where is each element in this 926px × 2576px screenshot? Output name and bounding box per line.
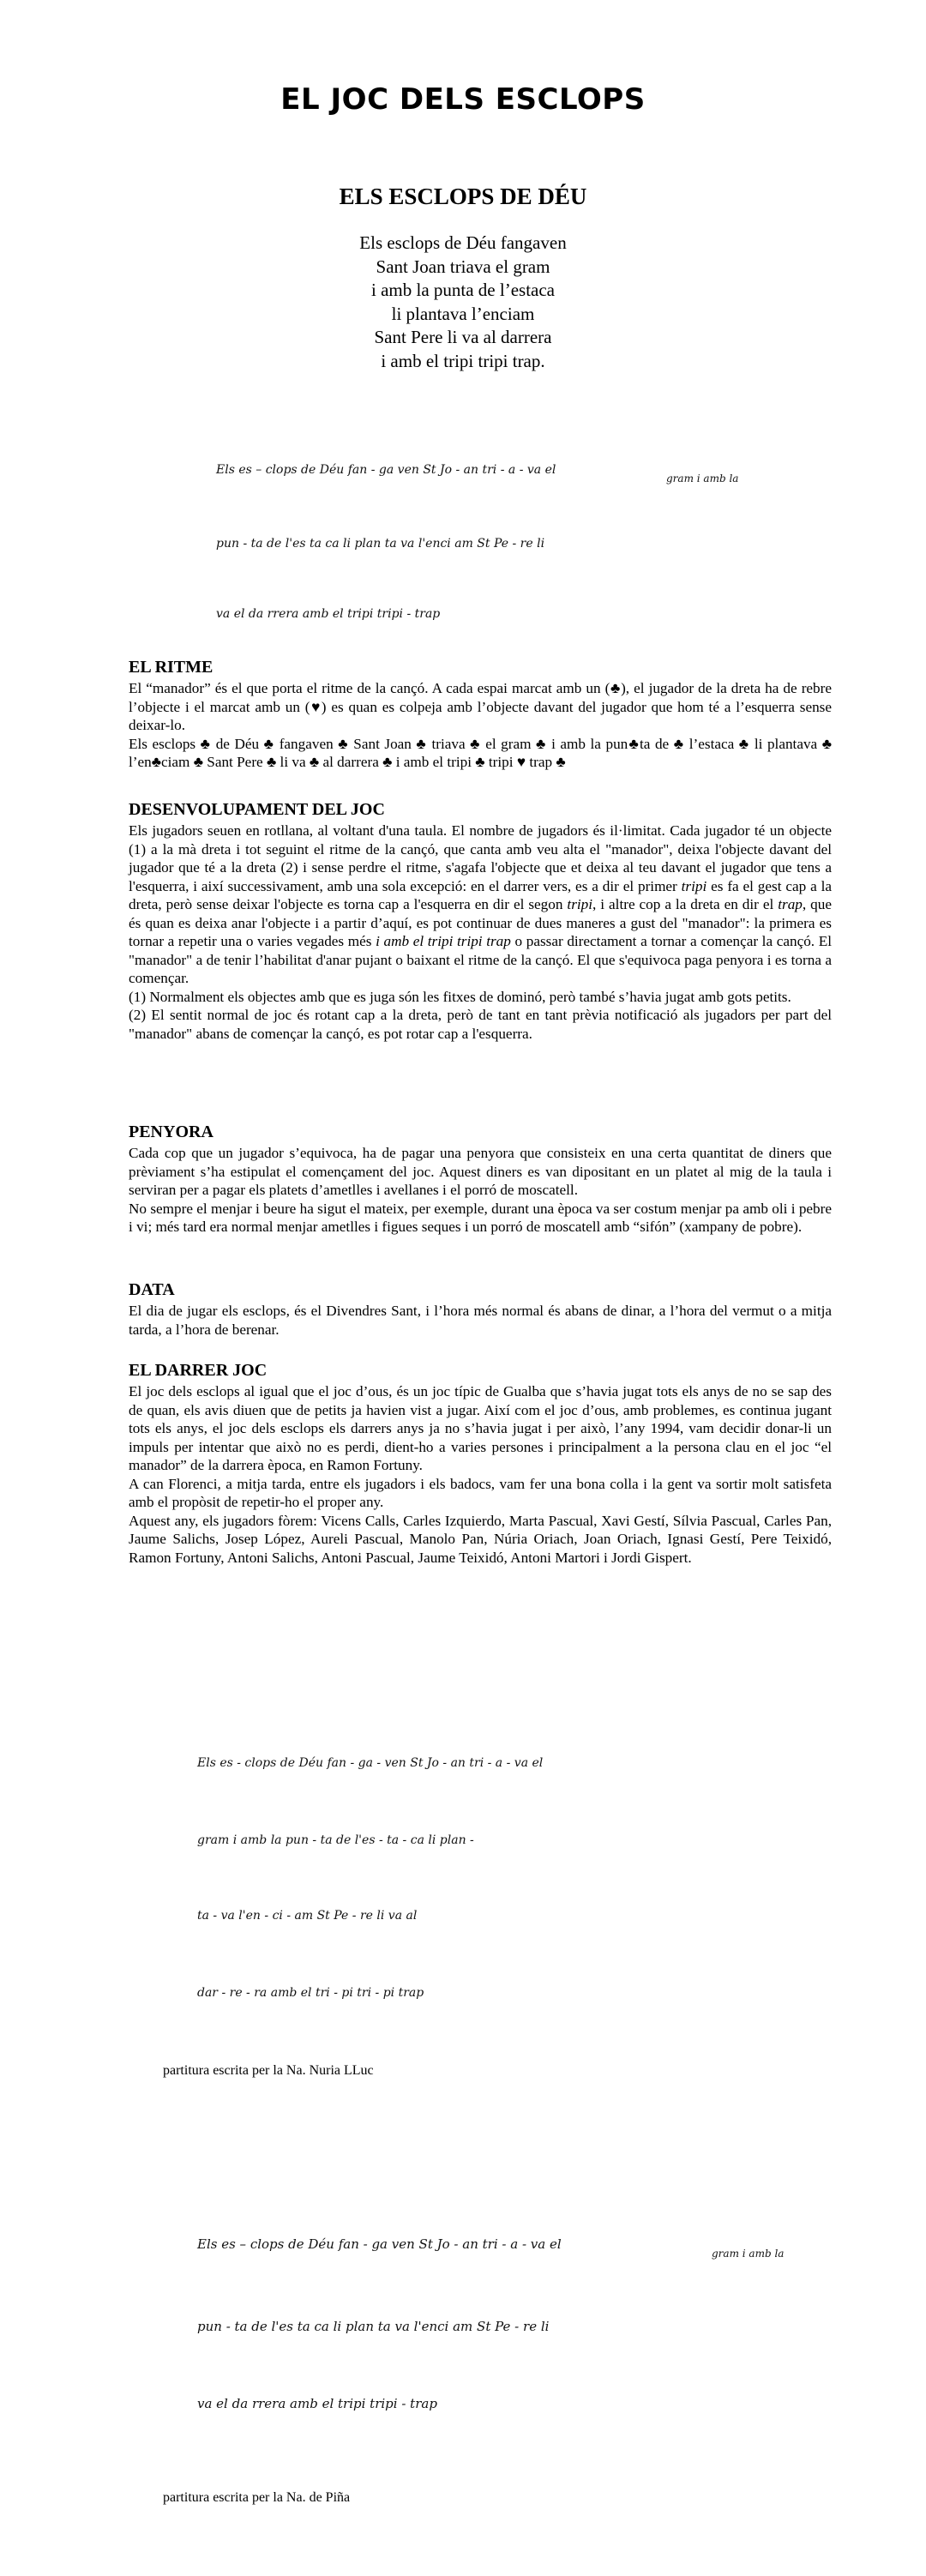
- section-data: [129, 1279, 832, 1339]
- section-heading: DATA: [129, 1280, 175, 1299]
- poem-line: li plantava l’enciam: [391, 303, 535, 324]
- score-lyric: dar - re - ra amb el tri - pi tri - pi trap: [197, 1986, 424, 2000]
- section-heading: DESENVOLUPAMENT DEL JOC: [129, 800, 385, 819]
- score-lyric: Els es - clops de Déu fan - ga - ven St Jo - an tri - a - va el: [197, 1756, 544, 1770]
- section-desenvolupament: [129, 799, 832, 1043]
- score-lyric: gram i amb la: [712, 2248, 785, 2260]
- footnote: (1) Normalment els objectes amb que es juga són les fitxes de dominó, però també s’havia jugat amb gots petits.: [129, 988, 791, 1005]
- poem-line: Sant Pere li va al darrera: [374, 327, 552, 347]
- paragraph: A can Florenci, a mitja tarda, entre els jugadors i els badocs, vam fer una bona colla i la gent va sortir molt satisfeta amb el propòsit de repetir-ho el proper any.: [129, 1475, 832, 1510]
- section-heading: EL DARRER JOC: [129, 1361, 268, 1380]
- score-lyric: va el da rrera amb el tripi tripi - trap: [197, 2396, 437, 2411]
- paragraph: Els jugadors seuen en rotllana, al voltant d'una taula. El nombre de jugadors és il·limitat. Cada jugador té un objecte (1) a la mà dreta i tot seguint el ritme de la cançó, que canta amb veu alta el "manador", deixa l'objecte davant del jugador que té a la dreta (2) i sense perdre el ritme, s'agafa l'objecte que et deixa al teu davant el jugador que tens a l'esquerra, i així successivament, amb una sola excepció: en el darrer vers, es a dir el primer tripi es fa el gest cap a la dreta, però sense deixar l'objecte es torna cap a l'esquerra en dir el segon tripi, i altre cop a la dreta en dir el trap, que és quan es deixa anar l'objecte i a partir d’aquí, es pot continuar de dues maneres a gust del "manador": la primera es tornar a repetir una o varies vegades més i amb el tripi tripi trap o passar directament a tornar a començar la cançó. El "manador" a de tenir l’habilitat d'anar pujant o baixant el ritme de la cançó. El que s'equivoca paga penyora i es torna a començar.: [129, 822, 832, 986]
- score-lyric: pun - ta de l'es ta ca li plan ta va l'enci am St Pe - re li: [197, 2319, 550, 2334]
- footnote: (2) El sentit normal de joc és rotant cap a la dreta, però de tant en tant prèvia notificació als jugadors per part del "manador" abans de començar la cançó, es pot rotar cap a l'esquerra.: [129, 1007, 832, 1042]
- score-lyric: pun - ta de l'es ta ca li plan ta va l'enci am St Pe - re li: [216, 537, 545, 551]
- section-darrer-joc: [129, 1360, 832, 1567]
- score-lyric: gram i amb la: [666, 472, 739, 485]
- score-handwritten-1: [199, 403, 739, 635]
- score-caption: partitura escrita per la Na. de Piña: [163, 2490, 351, 2505]
- paragraph: No sempre el menjar i beure ha sigut el mateix, per exemple, durant una època va ser costum menjar pa amb oli i pebre i vi; més tard era normal menjar ametlles i figues seques i un porró de moscatell amb “sifón” (xampany de pobre).: [129, 1200, 832, 1235]
- score-caption: partitura escrita per la Na. Nuria LLuc: [163, 2063, 374, 2078]
- poem-line: i amb el tripi tripi trap.: [381, 350, 545, 371]
- poem-line: Els esclops de Déu fangaven: [359, 232, 567, 253]
- poem-line: Sant Joan triava el gram: [376, 256, 550, 277]
- paragraph: Els esclops ♣ de Déu ♣ fangaven ♣ Sant Joan ♣ triava ♣ el gram ♣ i amb la pun♣ta de ♣ l’estaca ♣ li plantava ♣ l’en♣ciam ♣ Sant Pere ♣ li va ♣ al darrera ♣ i amb el tripi ♣ tripi ♥ trap ♣: [129, 735, 832, 770]
- score-nuria-lluc: [163, 1696, 763, 2015]
- score-lyric: Els es – clops de Déu fan - ga ven St Jo - an tri - a - va el: [197, 2236, 562, 2252]
- poem-line: i amb la punta de l’estaca: [371, 280, 555, 300]
- paragraph: El joc dels esclops al igual que el joc d’ous, és un joc típic de Gualba que s’havia jugat tots els anys de no se sap des de quan, els avis diuen que de petits ja havien vist a jugar. Així com el joc d’ous, amb problemes, es continua jugant tots els anys, el joc dels esclops els darrers anys ja no s’havia jugat i per això, l’any 1994, vam decidir donar-li un impuls per intentar que això no es perdi, dient-ho a varies persones i principalment a la persona clau en el joc “el manador” de la darrera època, en Ramon Fortuny.: [129, 1383, 832, 1473]
- score-handwritten-2: [163, 2173, 785, 2430]
- poem: [0, 232, 926, 373]
- section-heading: PENYORA: [129, 1122, 213, 1141]
- page-title: EL JOC DELS ESCLOPS: [280, 82, 646, 117]
- paragraph: Aquest any, els jugadors fòrem: Vicens Calls, Carles Izquierdo, Marta Pascual, Xavi Gestí, Sílvia Pascual, Carles Pan, Jaume Salichs, Josep López, Aureli Pascual, Manolo Pan, Núria Oriach, Joan Oriach, Ignasi Gestí, Pere Teixidó, Ramon Fortuny, Antoni Salichs, Antoni Pascual, Jaume Teixidó, Antoni Martori i Jordi Gispert.: [129, 1512, 832, 1566]
- score-lyric: va el da rrera amb el tripi tripi - trap: [216, 607, 441, 621]
- paragraph: El dia de jugar els esclops, és el Divendres Sant, i l’hora més normal és abans de dinar, a l’hora del vermut o a mitja tarda, a l’hora de berenar.: [129, 1303, 832, 1338]
- section-penyora: [129, 1122, 832, 1237]
- score-lyric: gram i amb la pun - ta de l'es - ta - ca li plan -: [197, 1833, 474, 1847]
- score-lyric: Els es – clops de Déu fan - ga ven St Jo - an tri - a - va el: [216, 463, 556, 477]
- section-heading: EL RITME: [129, 658, 213, 677]
- paragraph: Cada cop que un jugador s’equivoca, ha de pagar una penyora que consisteix en una certa quantitat de diners que prèviament s’ha estipulat el començament del joc. Aquest diners es van dipositant en un platet al mig de la taula i serviran per a pagar els platets d’ametlles i avellanes i el porró de moscatell.: [129, 1145, 832, 1198]
- paragraph: El “manador” és el que porta el ritme de la cançó. A cada espai marcat amb un (♣), el jugador de la dreta ha de rebre l’objecte i el marcat amb un (♥) es quan es colpeja amb l’objecte davant del jugador que hom té a l’esquerra sense deixar-lo.: [129, 680, 832, 733]
- score-lyric: ta - va l'en - ci - am St Pe - re li va al: [197, 1909, 418, 1923]
- poem-title: ELS ESCLOPS DE DÉU: [339, 184, 587, 209]
- section-ritme: [129, 657, 832, 772]
